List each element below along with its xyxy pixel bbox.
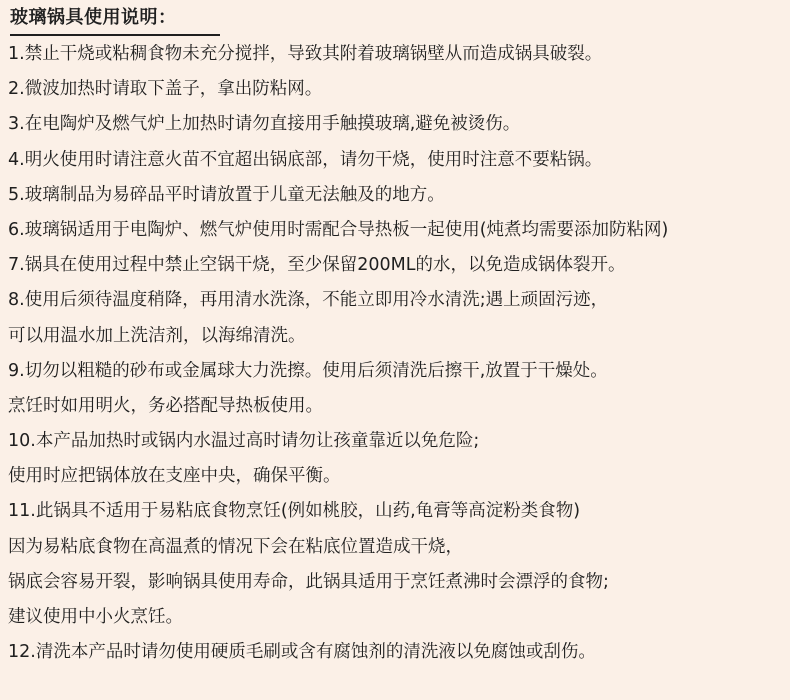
- instruction-line: 5.玻璃制品为易碎品平时请放置于儿童无法触及的地方。: [8, 184, 445, 205]
- instruction-line: 3.在电陶炉及燃气炉上加热时请勿直接用手触摸玻璃,避免被烫伤。: [8, 114, 521, 135]
- instruction-line: 9.切勿以粗糙的砂布或金属球大力洗擦。使用后须清洗后擦干,放置于干燥处。: [8, 360, 608, 381]
- instruction-line: 2.微波加热时请取下盖子，拿出防粘网。: [8, 79, 323, 100]
- instruction-line: 使用时应把锅体放在支座中央，确保平衡。: [8, 466, 341, 487]
- instructions-list: [8, 37, 790, 670]
- instruction-line: 1.禁止干烧或粘稠食物未充分搅拌，导致其附着玻璃锅壁从而造成锅具破裂。: [8, 44, 603, 64]
- instruction-line: 烹饪时如用明火，务必搭配导热板使用。: [8, 395, 323, 416]
- page-title: 玻璃锅具使用说明：: [10, 7, 177, 28]
- instruction-line: 6.玻璃锅适用于电陶炉、燃气炉使用时需配合导热板一起使用(炖煮均需要添加防粘网): [8, 219, 669, 240]
- instruction-line: 锅底会容易开裂，影响锅具使用寿命，此锅具适用于烹饪煮沸时会漂浮的食物;: [8, 571, 609, 592]
- instruction-line: 8.使用后须待温度稍降，再用清水洗涤，不能立即用冷水清洗;遇上顽固污迹，: [8, 290, 609, 311]
- instruction-line: 10.本产品加热时或锅内水温过高时请勿让孩童靠近以免危险;: [8, 431, 480, 452]
- instruction-line: 4.明火使用时请注意火苗不宜超出锅底部，请勿干烧，使用时注意不要粘锅。: [8, 149, 603, 170]
- instruction-line: 建议使用中小火烹饪。: [8, 607, 183, 627]
- instruction-line: 因为易粘底食物在高温煮的情况下会在粘底位置造成干烧，: [8, 536, 463, 557]
- instruction-line: 11.此锅具不适用于易粘底食物烹饪(例如桃胶，山药,龟膏等高淀粉类食物): [8, 501, 581, 522]
- instruction-line: 12.清洗本产品时请勿使用硬质毛刷或含有腐蚀剂的清洗液以免腐蚀或刮伤。: [8, 642, 596, 663]
- instruction-line: 可以用温水加上洗洁剂，以海绵清洗。: [8, 325, 306, 346]
- instruction-line: 7.锅具在使用过程中禁止空锅干烧，至少保留200ML的水，以免造成锅体裂开。: [8, 255, 626, 276]
- title-underline: [10, 6, 220, 36]
